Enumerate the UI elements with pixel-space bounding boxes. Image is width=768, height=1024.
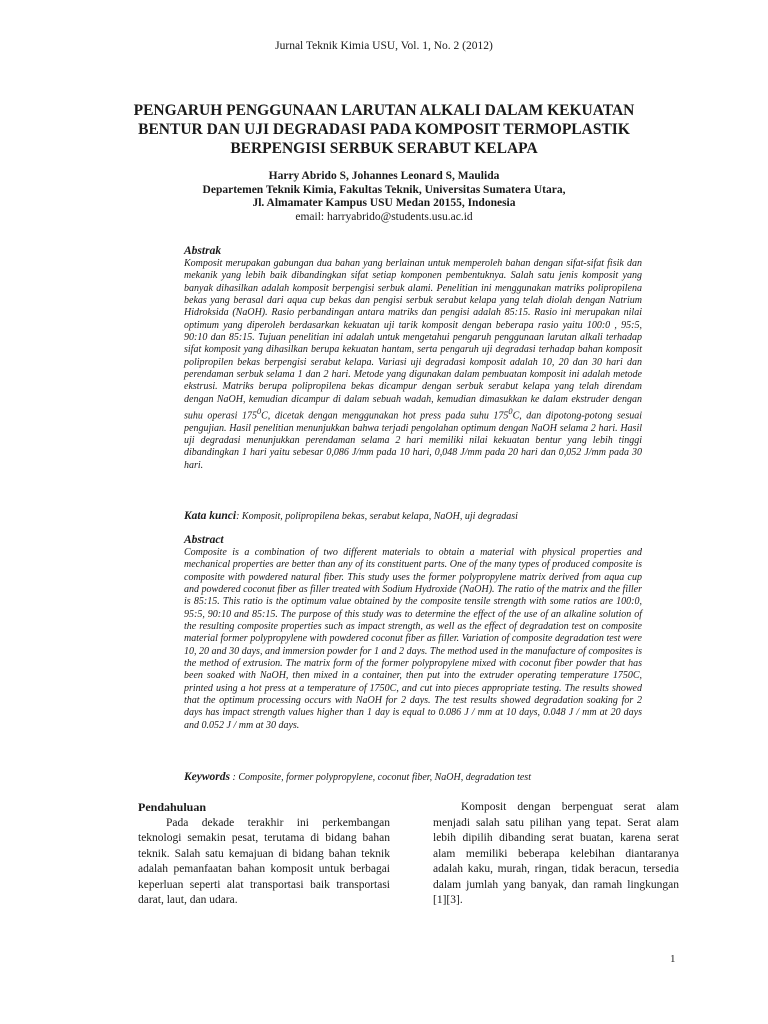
section-heading-pendahuluan: Pendahuluan xyxy=(138,800,207,814)
kata-kunci xyxy=(184,510,654,522)
title-line: BENTUR DAN UJI DEGRADASI PADA KOMPOSIT TERMOPLASTIK xyxy=(138,121,630,138)
title-line: BERPENGISI SERBUK SERABUT KELAPA xyxy=(230,140,538,157)
keywords-label: Keywords xyxy=(184,771,230,783)
abstrak-text: Komposit merupakan gabungan dua bahan yang berlainan untuk memperoleh bahan dengan sifat-sifat fisik dan mekanik yang lebih baik dibandingkan sifat setiap komponen pembentuknya. Salah satu jenis komposit yang banyak dihasilkan adalah komposit berpengisi serbuk alami. Penelitian ini menggunakan matriks polipropilena bekas yang berasal dari aqua cup bekas dan pengisi serbuk serabut kelapa yang telah diolah dengan Natrium Hidroksida (NaOH). Rasio perbandingan antara matriks dan pengisi adalah 85:15. Rasio ini merupakan nilai optimum yang diperoleh berdasarkan kekuatan uji tarik komposit dengan beberapa rasio yaitu 100:0 , 95:5, 90:10 dan 85:15. Tujuan penelitian ini adalah untuk mengetahui pengaruh penggunaan larutan alkali terhadap sifat komposit yang dihasilkan berupa kekuatan hantam, serta pengaruh uji degradasi terhadap bahan komposit polipropilen bekas berpengisi serabut kelapa. Variasi uji degradasi komposit adalah 10, 20 dan 30 hari dan perendaman serbuk selama 1 dan 2 hari. Metode yang digunakan dalam pembuatan komposit ini adalah metode ekstrusi. Matriks berupa polipropilena bekas dicampur dengan serbuk serabut kelapa yang telah direndam dengan NaOH, kemudian dicampur di dalam sebuah wadah, kemudian dimasukkan ke dalam ekstruder dengan suhu operasi 175 xyxy=(184,258,642,422)
kata-kunci-label: Kata kunci xyxy=(184,510,237,522)
journal-header: Jurnal Teknik Kimia USU, Vol. 1, No. 2 (2012) xyxy=(275,40,493,52)
right-column xyxy=(433,800,679,909)
abstrak-section xyxy=(184,245,642,472)
author-email: email: harryabrido@students.usu.ac.id xyxy=(295,210,473,223)
abstract-body: Composite is a combination of two different materials to obtain a material with physical properties and mechanical properties are better than any of its constituent parts. One of the many types of produced composite is composite with powdered natural fiber. This study uses the former polypropylene matrix derived from aqua cup and powdered coconut fiber as filler treated with Sodium Hydroxide (NaOH). The ratio of the matrix and the filler is 85:15. This ratio is the optimum value obtained by the composite tensile strength with some ratios are 100:0, 95:5, 90:10 and 85:15. The purpose of this study was to determine the effect of the use of an alkaline solution of the resulting composite properties such as impact strength, as well as the effect of degradation test on composite material former polypropylene with powdered coconut fiber as filler. Variation of composite degradation test were 10, 20 and 30 days, and immersion powder for 1 and 2 days. The method used in the manufacture of composites is the method of extrusion. The matrix form of the former polypropylene mixed with coconut fiber powder that has been soaked with NaOH, then mixed in a container, then put into the extruder operating temperature 1750C, printed using a hot press at a temperature of 1750C, and cut into pieces appropriate testing. The results showed that the optimum processing occurs with NaOH for 2 days. The test results showed degradation soaking for 2 days has impact strength values higher than 1 day is equal to 0.086 J / mm at 10 days, 0.048 J / mm at 20 days and 0.052 J / mm at 30 days. xyxy=(184,547,642,731)
abstrak-text: C, dan dipotong-potong sesuai pengujian. Hasil penelitian menunjukkan bahwa terjadi pengolahan optimum dengan NaOH selama 2 hari. Hasil uji degradasi menunjukkan perendaman selama 2 hari memiliki nilai kekuatan bentur yang lebih tinggi dibandingkan 1 hari yaitu sebesar 0,086 J/mm pada 10 hari, 0,048 J/mm pada 20 hari dan 0,052 J/mm pada 30 hari. xyxy=(184,410,642,471)
kata-kunci-text: : Komposit, polipropilena bekas, serabut kelapa, NaOH, uji degradasi xyxy=(236,511,518,522)
abstract-section xyxy=(184,534,642,732)
superscript: 0 xyxy=(256,407,262,417)
author-block xyxy=(0,170,768,224)
abstrak-heading: Abstrak xyxy=(184,245,222,257)
keywords-text: : Composite, former polypropylene, coconut fiber, NaOH, degradation test xyxy=(230,772,531,783)
intro-paragraph: Pada dekade terakhir ini perkembangan teknologi semakin pesat, terutama di bidang bahan teknik. Salah satu kemajuan di bidang bahan teknik adalah pemanfaatan bahan komposit untuk berbagai keperluan seperti alat transportasi baik transportasi darat, laut, dan udara. xyxy=(138,816,390,906)
intro-paragraph: Komposit dengan berpenguat serat alam menjadi salah satu pilihan yang tepat. Serat alam lebih dipilih dibanding serat buatan, karena serat alam memiliki beberapa kelebihan diantaranya adalah kaku, murah, ringan, tidak beracun, tersedia dalam jumlah yang banyak, dan ramah lingkungan [1][3]. xyxy=(433,801,679,906)
author-department: Departemen Teknik Kimia, Fakultas Teknik, Universitas Sumatera Utara, xyxy=(202,183,566,196)
author-names: Harry Abrido S, Johannes Leonard S, Maulida xyxy=(268,170,500,182)
abstrak-text: C, dicetak dengan menggunakan hot press pada suhu 175 xyxy=(261,410,509,422)
page-number: 1 xyxy=(670,953,676,965)
author-address: Jl. Almamater Kampus USU Medan 20155, Indonesia xyxy=(252,197,516,209)
abstract-heading: Abstract xyxy=(184,534,224,546)
left-column xyxy=(138,800,390,909)
paper-title xyxy=(110,101,658,158)
keywords xyxy=(184,771,654,783)
abstrak-body xyxy=(184,258,642,472)
superscript: 0 xyxy=(508,407,513,417)
title-line: PENGARUH PENGGUNAAN LARUTAN ALKALI DALAM KEKUATAN xyxy=(133,102,635,119)
